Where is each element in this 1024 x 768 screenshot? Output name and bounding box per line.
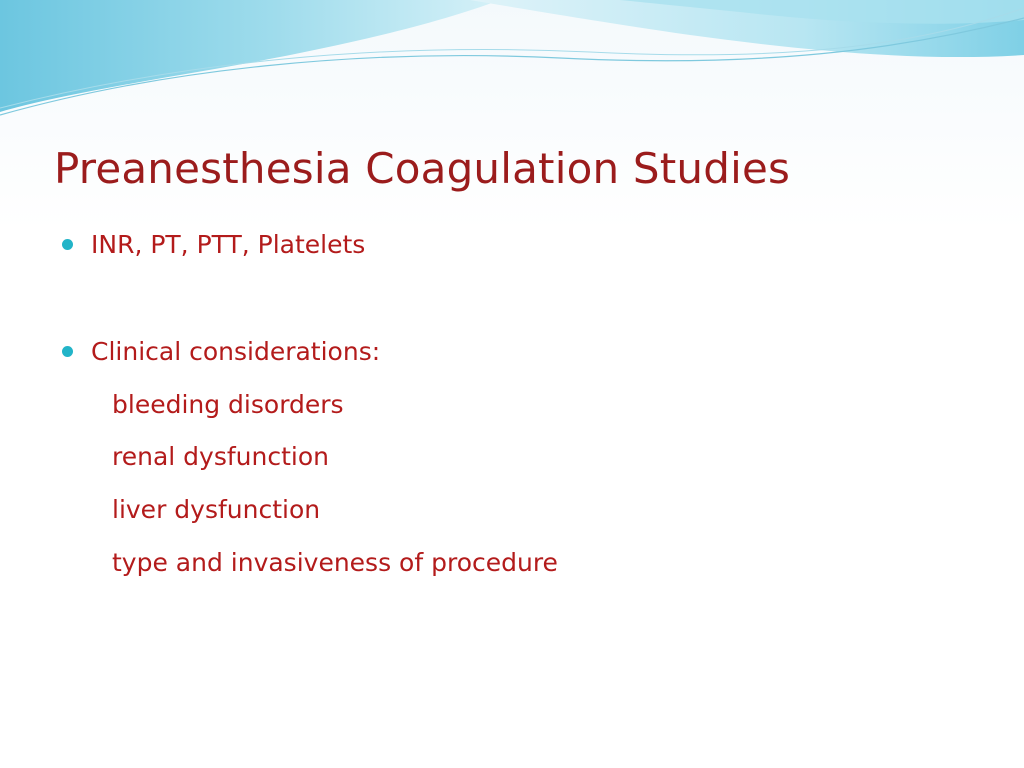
bullet-text: INR, PT, PTT, Platelets <box>91 230 366 259</box>
slide-title: Preanesthesia Coagulation Studies <box>54 144 791 193</box>
sub-item: type and invasiveness of procedure <box>112 548 558 577</box>
bullet-text: Clinical considerations: <box>91 337 381 366</box>
header-wave-decoration <box>0 0 1024 130</box>
sub-item: liver dysfunction <box>112 495 321 524</box>
sub-item: renal dysfunction <box>112 442 329 471</box>
bullet-dot-icon <box>62 346 73 357</box>
bullet-item <box>62 230 365 259</box>
bullet-item <box>62 337 380 366</box>
bullet-dot-icon <box>62 239 73 250</box>
sub-item: bleeding disorders <box>112 390 344 419</box>
